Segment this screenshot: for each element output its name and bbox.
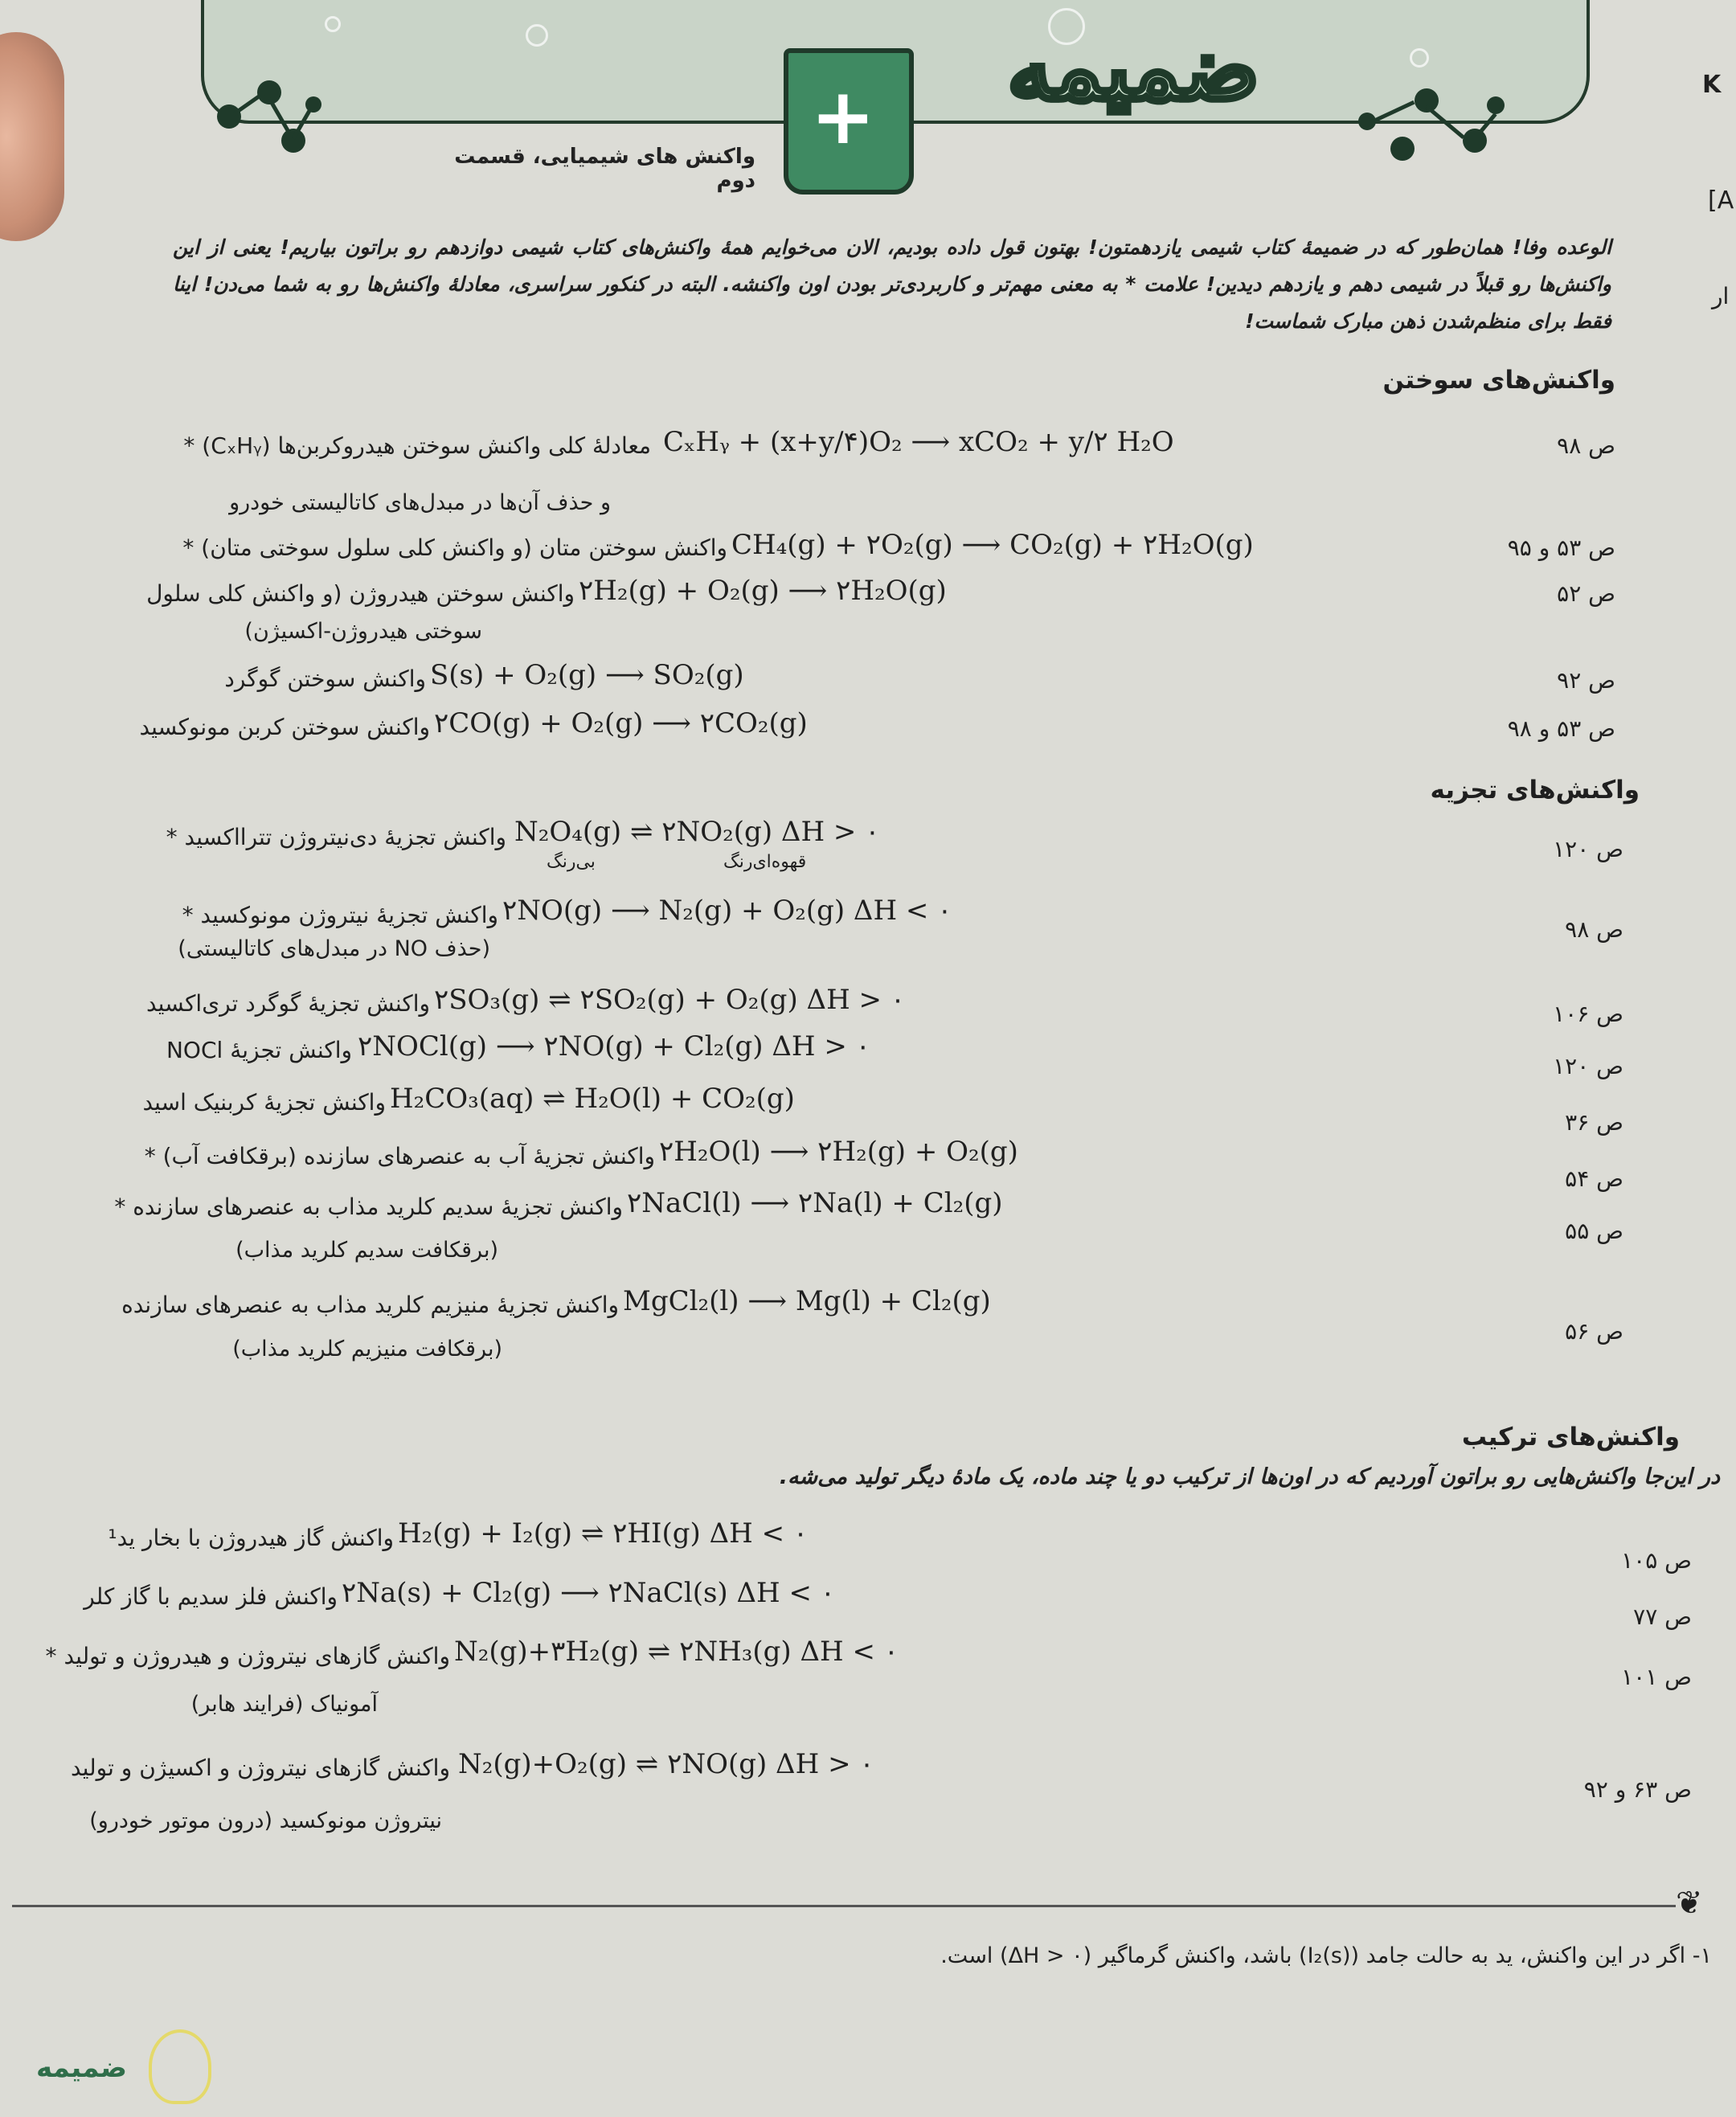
reaction-description: واکنش سوختن متان (و واکنش کلی سلول سوختی متان) * xyxy=(182,534,727,561)
reaction-equation: CH₄(g) + ۲O₂(g) ⟶ CO₂(g) + ۲H₂O(g) xyxy=(731,529,1254,561)
reaction-equation: ۲NaCl(l) ⟶ ۲Na(l) + Cl₂(g) xyxy=(627,1187,1003,1219)
plus-icon: + xyxy=(810,72,875,162)
intro-paragraph: الوعده وفا! همان‌طور که در ضمیمهٔ کتاب شیمی یازدهمتون! بهتون قول داده بودیم، الان می‌خوایم همهٔ واکنش‌های کتاب شیمی دوازدهم رو براتون بیاریم! یعنی از این واکنش‌ها رو قبلاً در شیمی دهم و یازدهم دیدین! علامت * به معنی مهم‌تر و کاربردی‌تر بودن اون واکنشه. البته در کنکور سراسری، معادلهٔ واکنش‌ها رو به شما می‌دن! اینا فقط برای منظم‌شدن ذهن مبارک شماست! xyxy=(173,235,1611,333)
section-heading-combustion: واکنش‌های سوختن xyxy=(1382,366,1615,395)
reaction-note: (برقکافت سدیم کلرید مذاب) xyxy=(235,1238,498,1263)
reaction-note: آمونیاک (فرایند هابر) xyxy=(190,1692,378,1717)
reaction-equation: ۲NOCl(g) ⟶ ۲NO(g) + Cl₂(g) ΔH > ۰ xyxy=(358,1030,870,1063)
bubble-decoration xyxy=(1410,48,1429,68)
reaction-equation: N₂(g)+۳H₂(g) ⇌ ۲NH₃(g) ΔH < ۰ xyxy=(454,1636,899,1668)
section-heading-decomposition: واکنش‌های تجزیه xyxy=(1430,776,1640,805)
page-ref: ص ۳۶ xyxy=(1565,1109,1623,1136)
page-ref: ص ۹۲ xyxy=(1557,667,1615,694)
reaction-description: واکنش تجزیهٔ نیتروژن مونوکسید * xyxy=(182,902,498,928)
page-ref: ص ۱۰۱ xyxy=(1621,1664,1692,1690)
page-ref: ص ۷۷ xyxy=(1633,1603,1692,1630)
reaction-equation: CₓHᵧ + (x+y/۴)O₂ ⟶ xCO₂ + y/۲ H₂O xyxy=(663,426,1174,458)
flask-icon xyxy=(149,2029,211,2104)
page-ref: ص ۹۸ xyxy=(1557,432,1615,459)
page-ref: ص ۹۸ xyxy=(1565,916,1623,943)
page-ref: ص ۶۳ و ۹۲ xyxy=(1583,1776,1692,1803)
reaction-description: واکنش تجزیهٔ آب به عنصرهای سازنده (برقکافت آب) * xyxy=(144,1143,655,1169)
synthesis-intro: در این‌جا واکنش‌هایی رو براتون آوردیم که در اون‌ها از ترکیب دو یا چند ماده، یک مادهٔ دیگر تولید می‌شه. xyxy=(779,1464,1720,1489)
reaction-description: واکنش تجزیهٔ منیزیم کلرید مذاب به عنصرهای سازنده xyxy=(121,1292,619,1318)
page-ref: ص ۵۲ xyxy=(1557,580,1615,607)
reaction-description: واکنش تجزیهٔ گوگرد تری‌اکسید xyxy=(145,990,430,1017)
reaction-description: معادلهٔ کلی واکنش سوختن هیدروکربن‌ها (CₓHᵧ) * xyxy=(183,432,651,459)
reaction-note: سوختی هیدروژن-اکسیژن) xyxy=(244,619,482,644)
annex-badge xyxy=(20,2029,197,2102)
page-ref: ص ۵۴ xyxy=(1565,1165,1623,1192)
reaction-note: (حذف NO در مبدل‌های کاتالیستی) xyxy=(178,936,490,961)
edge-letter: K xyxy=(1702,71,1722,99)
reaction-equation: ۲H₂O(l) ⟶ ۲H₂(g) + O₂(g) xyxy=(659,1136,1018,1168)
reaction-equation: H₂(g) + I₂(g) ⇌ ۲HI(g) ΔH < ۰ xyxy=(398,1517,809,1550)
page-ref: ص ۵۳ و ۹۵ xyxy=(1507,534,1615,561)
reaction-equation: N₂O₄(g) ⇌ ۲NO₂(g) ΔH > ۰ xyxy=(514,816,880,848)
footprint-icon: ❦ xyxy=(1676,1885,1703,1922)
page-ref: ص ۱۰۵ xyxy=(1621,1547,1692,1574)
reaction-description: واکنش سوختن کربن مونوکسید xyxy=(139,714,430,740)
reaction-equation: ۲SO₃(g) ⇌ ۲SO₂(g) + O₂(g) ΔH > ۰ xyxy=(434,984,906,1016)
reaction-description: واکنش تجزیهٔ NOCl xyxy=(166,1037,352,1063)
reaction-equation: MgCl₂(l) ⟶ Mg(l) + Cl₂(g) xyxy=(623,1285,991,1317)
reaction-description: واکنش تجزیهٔ دی‌نیتروژن تترااکسید * xyxy=(166,824,506,850)
footnote: ۱- اگر در این واکنش، ید به حالت جامد (I₂(s)) باشد، واکنش گرماگیر (ΔH > ۰) است. xyxy=(940,1943,1712,1968)
reaction-equation: S(s) + O₂(g) ⟶ SO₂(g) xyxy=(430,659,744,691)
reaction-description: واکنش سوختن هیدروژن (و واکنش کلی سلول xyxy=(146,580,575,607)
reaction-equation: ۲NO(g) ⟶ N₂(g) + O₂(g) ΔH < ۰ xyxy=(502,895,952,927)
color-label: بی‌رنگ xyxy=(547,852,596,872)
annex-title: ضمیمه xyxy=(1007,16,1259,120)
reaction-note: و حذف آن‌ها در مبدل‌های کاتالیستی خودرو xyxy=(229,490,611,515)
page-ref: ص ۵۶ xyxy=(1565,1318,1623,1345)
reaction-description: واکنش گازهای نیتروژن و اکسیژن و تولید xyxy=(70,1755,450,1781)
page-ref: ص ۵۳ و ۹۸ xyxy=(1507,715,1615,742)
reaction-equation: ۲H₂(g) + O₂(g) ⟶ ۲H₂O(g) xyxy=(579,575,947,607)
annex-badge-label: ضمیمه xyxy=(36,2052,127,2084)
edge-bracket: [A xyxy=(1708,186,1734,215)
reaction-equation: N₂(g)+O₂(g) ⇌ ۲NO(g) ΔH > ۰ xyxy=(458,1748,874,1780)
page-ref: ص ۱۲۰ xyxy=(1553,836,1623,862)
edge-glyph: ار xyxy=(1712,283,1730,309)
page-ref: ص ۱۲۰ xyxy=(1553,1053,1623,1079)
bubble-decoration xyxy=(325,16,341,32)
page-ref: ص ۵۵ xyxy=(1565,1218,1623,1244)
reaction-description: واکنش گازهای نیتروژن و هیدروژن و تولید * xyxy=(45,1643,450,1669)
page-ref: ص ۱۰۶ xyxy=(1553,1001,1623,1027)
bubble-decoration xyxy=(526,24,548,47)
reaction-note: (برقکافت منیزیم کلرید مذاب) xyxy=(232,1337,502,1362)
reaction-note: نیتروژن مونوکسید (درون موتور خودرو) xyxy=(89,1808,442,1833)
reaction-equation: ۲Na(s) + Cl₂(g) ⟶ ۲NaCl(s) ΔH < ۰ xyxy=(342,1577,836,1609)
footnote-divider xyxy=(12,1905,1676,1907)
reaction-equation: H₂CO₃(aq) ⇌ H₂O(l) + CO₂(g) xyxy=(390,1083,795,1115)
reaction-description: واکنش سوختن گوگرد xyxy=(224,665,426,692)
reaction-description: واکنش فلز سدیم با گاز کلر xyxy=(84,1583,338,1610)
reaction-description: واکنش تجزیهٔ سدیم کلرید مذاب به عنصرهای سازنده * xyxy=(114,1194,623,1220)
section-subtitle: واکنش های شیمیایی، قسمت دوم xyxy=(454,145,755,193)
beaker-icon xyxy=(784,48,914,195)
color-label: قهوه‌ای‌رنگ xyxy=(723,852,807,872)
section-heading-synthesis: واکنش‌های ترکیب xyxy=(1461,1423,1680,1452)
reaction-equation: ۲CO(g) + O₂(g) ⟶ ۲CO₂(g) xyxy=(434,707,808,739)
reaction-description: واکنش گاز هیدروژن با بخار ید¹ xyxy=(108,1525,394,1551)
reaction-description: واکنش تجزیهٔ کربنیک اسید xyxy=(142,1089,386,1116)
